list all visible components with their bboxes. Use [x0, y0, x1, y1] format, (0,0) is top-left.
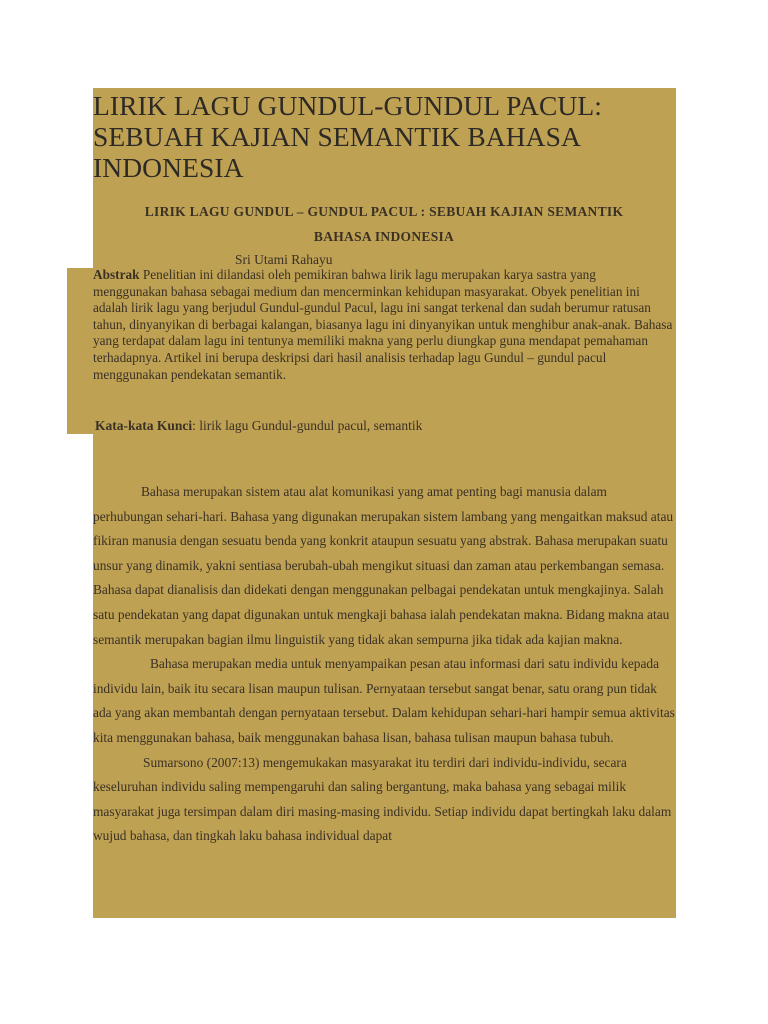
body-paragraph: Bahasa merupakan sistem atau alat komunikasi yang amat penting bagi manusia dalam perhubungan sehari-hari. Bahasa yang digunakan merupakan sistem lambang yang mengaitkan maksud atau fikiran manusia dengan sesuatu benda yang konkrit ataupun sesuatu yang abstrak. Bahasa merupakan suatu unsur yang dinamik, yakni sentiasa berubah-ubah mengikut situasi dan zaman atau perkembangan semasa. Bahasa dapat dianalisis dan didekati dengan menggunakan pelbagai pendekatan untuk mengkajinya. Salah satu pendekatan yang dapat digunakan untuk mengkaji bahasa ialah pendekatan makna. Bidang makna atau semantik merupakan bagian ilmu linguistik yang tidak akan sempurna jika tidak ada kajian makna. [93, 484, 674, 647]
keywords-text: : lirik lagu Gundul-gundul pacul, semantik [192, 418, 423, 433]
article-heading-line-2: BAHASA INDONESIA [313, 229, 455, 244]
abstract-block [93, 267, 673, 383]
document-title: LIRIK LAGU GUNDUL-GUNDUL PACUL: SEBUAH KAJIAN SEMANTIK BAHASA INDONESIA [93, 90, 603, 183]
body-paragraph: Sumarsono (2007:13) mengemukakan masyarakat itu terdiri dari individu-individu, secara keseluruhan individu saling mempengaruhi dan saling bergantung, maka bahasa yang sebagai milik masyarakat juga tersimpan dalam diri masing-masing individu. Setiap individu dapat bertingkah laku dalam wujud bahasa, dan tingkah laku bahasa individual dapat [93, 754, 672, 844]
article-heading [103, 199, 665, 249]
abstract-label: Abstrak [93, 267, 140, 282]
keywords-block [95, 417, 422, 435]
body-paragraph: Bahasa merupakan media untuk menyampaikan pesan atau informasi dari satu individu kepada individu lain, baik itu secara lisan maupun tulisan. Pernyataan tersebut sangat benar, satu orang pun tidak ada yang akan membantah dengan pernyataan tersebut. Dalam kehidupan sehari-hari hampir semua aktivitas kita menggunakan bahasa, baik menggunakan bahasa lisan, bahasa tulisan maupun bahasa tubuh. [93, 656, 675, 745]
keywords-label: Kata-kata Kunci [95, 418, 193, 433]
document-content-area [93, 88, 683, 918]
abstract-text: Penelitian ini dilandasi oleh pemikiran bahwa lirik lagu merupakan karya sastra yang menggunakan bahasa sebagai medium dan mencerminkan kehidupan masyarakat. Obyek penelitian ini adalah lirik lagu yang berjudul Gundul-gundul Pacul, lagu ini sangat terkenal dan sudah berumur ratusan tahun, dinyanyikan di berbagai kalangan, biasanya lagu ini dinyanyikan untuk menghibur anak-anak. Bahasa yang terdapat dalam lagu ini tentunya memiliki makna yang perlu diungkap guna mendapat pemahaman terhadapnya. Artikel ini berupa deskripsi dari hasil analisis terhadap lagu Gundul – gundul pacul menggunakan pendekatan semantik. [93, 267, 673, 382]
article-heading-line-1: LIRIK LAGU GUNDUL – GUNDUL PACUL : SEBUAH KAJIAN SEMANTIK [144, 204, 624, 219]
author-name: Sri Utami Rahayu [235, 252, 333, 267]
body-text [93, 480, 678, 849]
